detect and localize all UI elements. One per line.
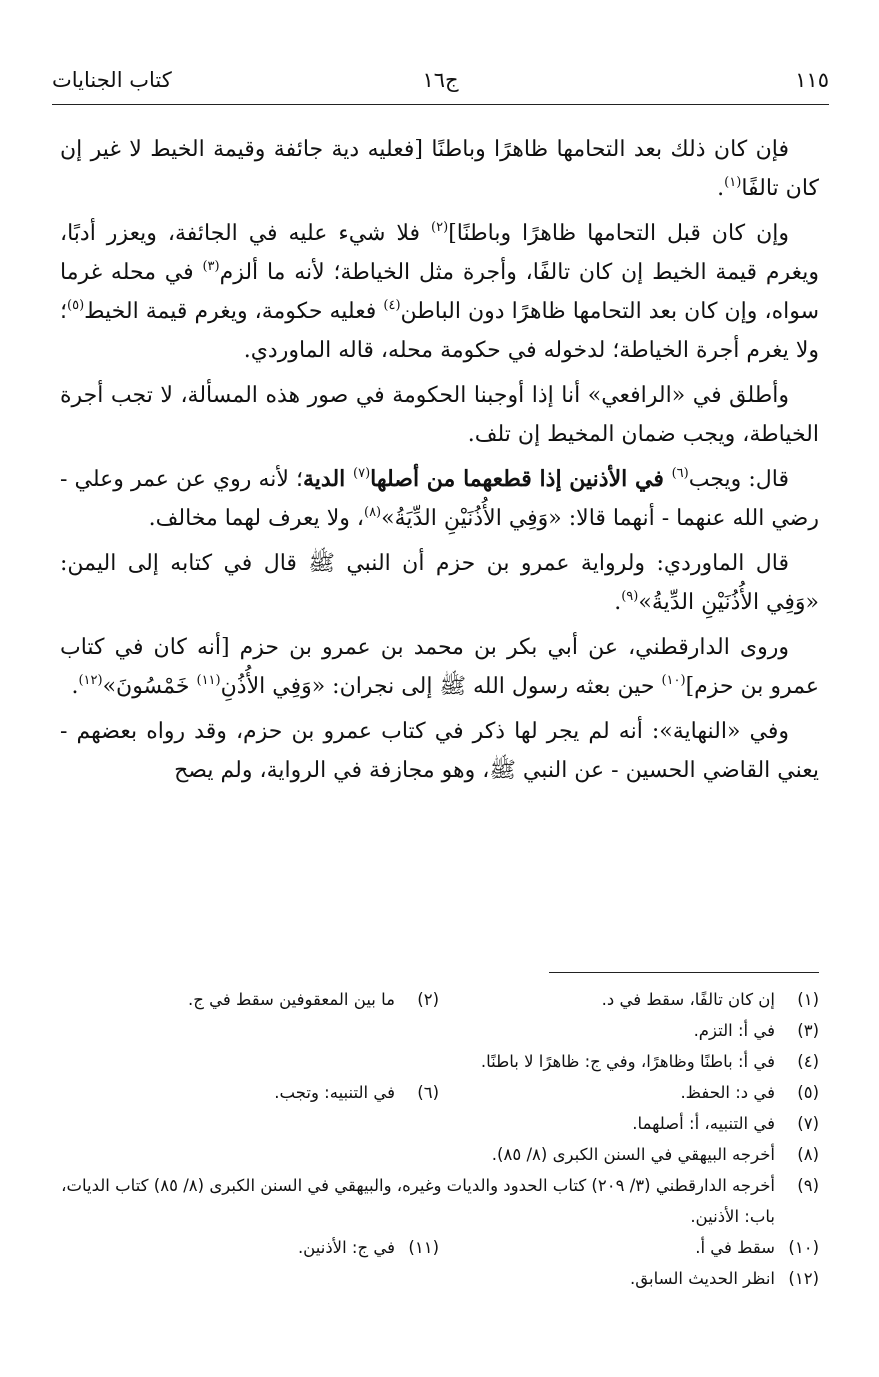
- footnote-mark-4: (٤): [383, 298, 401, 313]
- footnote-3: (٣) في أ: التزم.: [693, 1021, 819, 1040]
- footnote-row: [60, 984, 819, 1015]
- footnote-row: [60, 1170, 819, 1232]
- footnote-mark-5: (٥): [67, 298, 85, 313]
- footnote-row: [60, 1046, 819, 1077]
- footnote-mark-1: (١): [724, 175, 742, 190]
- footnote-mark-2: (٢): [431, 220, 449, 235]
- footnote-4: (٤) في أ: باطنًا وظاهرًا، وفي ج: ظاهرًا لا باطنًا.: [480, 1052, 819, 1071]
- footnote-row: [60, 1108, 819, 1139]
- chapter-title: كتاب الجنايات: [52, 68, 172, 92]
- footnote-row: [60, 1139, 819, 1170]
- footnote-row: [60, 1077, 819, 1108]
- footnote-mark-10: (١٠): [661, 673, 686, 688]
- footnote-row: [60, 1015, 819, 1046]
- running-header: [52, 60, 829, 105]
- footnote-6: (٦) في التنبيه: وتجب.: [274, 1083, 439, 1102]
- footnote-2: (٢) ما بين المعقوفين سقط في ج.: [188, 990, 439, 1009]
- footnote-mark-11: (١١): [196, 673, 221, 688]
- footnote-mark-3: (٣): [202, 259, 220, 274]
- footnote-12: (١٢) انظر الحديث السابق.: [630, 1269, 819, 1288]
- footnote-mark-9: (٩): [621, 589, 639, 604]
- page-number: ١١٥: [795, 68, 829, 92]
- volume-label: ج١٦: [422, 68, 459, 92]
- paragraph-6: وروى الدارقطني، عن أبي بكر بن محمد بن عمرو بن حزم [أنه كان في كتاب عمرو بن حزم]$^{(١٠)}$ حين بعثه رسول الله ﷺ إلى نجران: «وَفِي الأُذُنِ$^{(١١)}$ خَمْسُونَ»$^{(١٢)}$.: [60, 635, 819, 699]
- main-text: [60, 130, 819, 796]
- footnote-mark-6: (٦): [671, 466, 689, 481]
- footnote-9: (٩) أخرجه الدارقطني (٣/ ٢٠٩) كتاب الحدود والديات وغيره، والبيهقي في السنن الكبرى (٨/ ٨٥) كتاب الديات، باب: الأذنين.: [61, 1176, 819, 1226]
- paragraph-5: قال الماوردي: ولرواية عمرو بن حزم أن النبي ﷺ قال في كتابه إلى اليمن: «وَفِي الأُذُنَيْنِ الدِّيةُ»$^{(٩)}$.: [60, 551, 819, 615]
- footnote-7: (٧) في التنبيه، أ: أصلهما.: [632, 1114, 819, 1133]
- paragraph-1: فإن كان ذلك بعد التحامها ظاهرًا وباطنًا [فعليه دية جائفة وقيمة الخيط لا غير إن كان تالفًا$^{(١)}$.: [60, 137, 819, 201]
- footnote-10: (١٠) سقط في أ.: [695, 1238, 819, 1257]
- footnote-mark-7: (٧): [353, 466, 371, 481]
- footnote-mark-8: (٨): [363, 505, 382, 520]
- paragraph-4: قال: ويجب$^{(٦)}$ في الأذنين إذا قطعهما من أصلها$^{(٧)}$ الدية؛ لأنه روي عن عمر وعلي - رضي الله عنهما - أنهما قالا: «وَفِي الأُذُنَيْنِ الدِّيَةُ»$^{(٨)}$، ولا يعرف لهما مخالف.: [60, 466, 819, 531]
- footnote-mark-12: (١٢): [78, 673, 103, 688]
- footnote-separator: [549, 972, 819, 973]
- paragraph-3: وأطلق في «الرافعي» أنا إذا أوجبنا الحكومة في صور هذه المسألة، لا تجب أجرة الخياطة، ويجب ضمان المخيط إن تلف.: [60, 383, 819, 447]
- footnote-row: [60, 1263, 819, 1294]
- paragraph-7: وفي «النهاية»: أنه لم يجر لها ذكر في كتاب عمرو بن حزم، وقد رواه بعضهم - يعني القاضي الحسين - عن النبي ﷺ، وهو مجازفة في الرواية، ولم يصح: [60, 719, 819, 783]
- footnote-row: [60, 1232, 819, 1263]
- footnote-5: (٥) في د: الحفظ.: [680, 1083, 819, 1102]
- footnote-11: (١١) في ج: الأذنين.: [297, 1238, 439, 1257]
- paragraph-2: وإن كان قبل التحامها ظاهرًا وباطنًا]$^{(٢)}$ فلا شيء عليه في الجائفة، ويعزر أدبًا، ويغرم قيمة الخيط إن كان تالفًا، وأجرة مثل الخياطة؛ لأنه ما ألزم$^{(٣)}$ في محله غرما سواه، وإن كان بعد التحامها ظاهرًا دون الباطن$^{(٤)}$ فعليه حكومة، ويغرم قيمة الخيط$^{(٥)}$؛ ولا يغرم أجرة الخياطة؛ لدخوله في حكومة محله، قاله الماوردي.: [60, 220, 820, 363]
- footnote-8: (٨) أخرجه البيهقي في السنن الكبرى (٨/ ٨٥).: [491, 1145, 819, 1164]
- footnotes: [60, 984, 819, 1294]
- footnote-1: (١) إن كان تالفًا، سقط في د.: [601, 990, 819, 1009]
